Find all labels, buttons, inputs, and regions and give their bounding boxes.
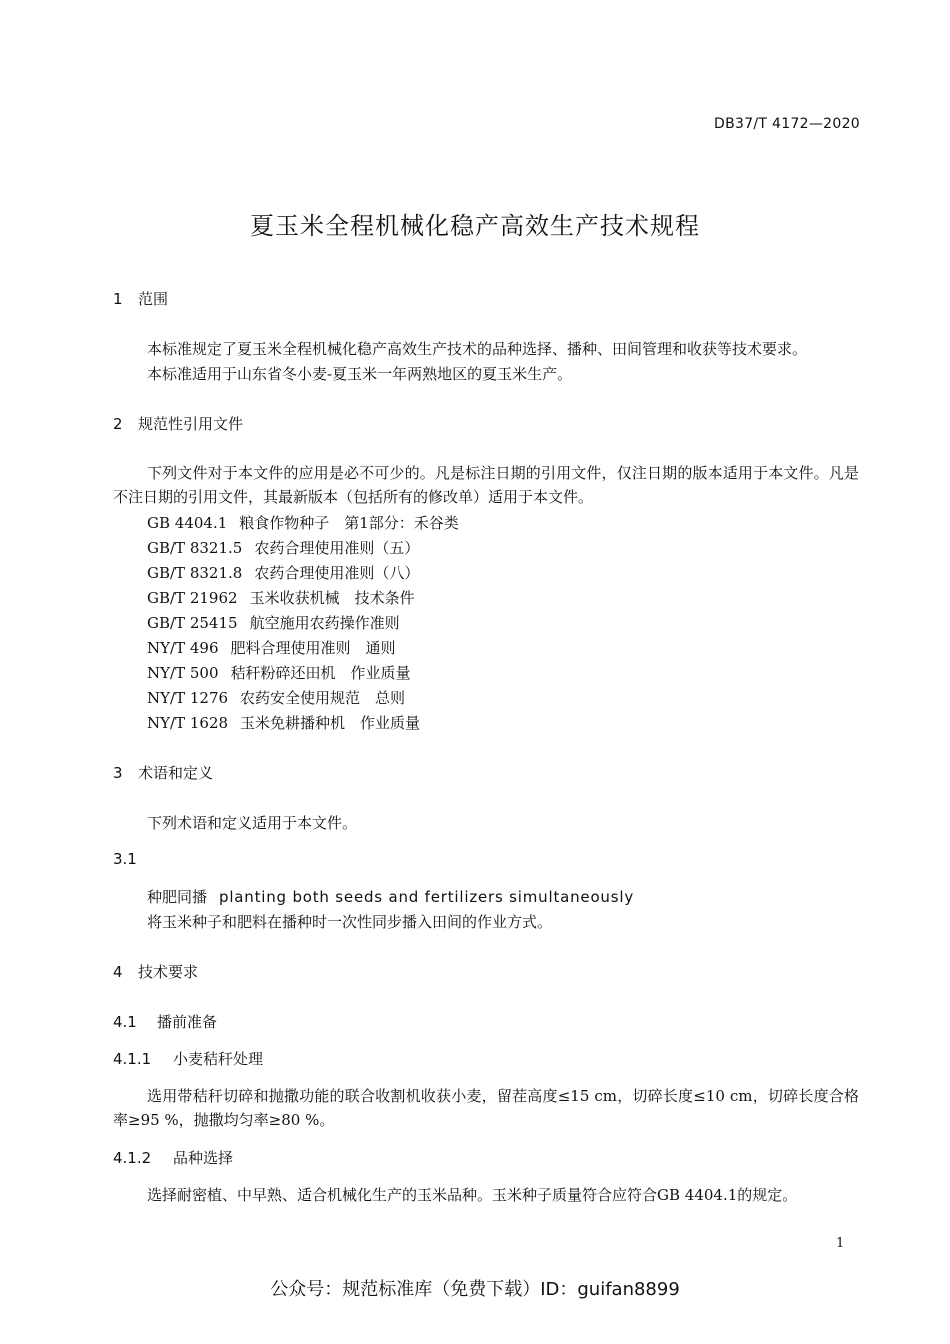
reference-code: GB/T 8321.8 — [147, 564, 243, 582]
section-4-heading — [113, 961, 198, 982]
subsection-number: 4.1 — [113, 1013, 137, 1031]
section-title: 规范性引用文件 — [138, 415, 244, 433]
page-title: 夏玉米全程机械化稳产高效生产技术规程 — [250, 212, 700, 240]
reference-code: GB/T 8321.5 — [147, 539, 243, 557]
reference-title: 玉米免耕播种机 作业质量 — [240, 714, 421, 732]
reference-title: 农药合理使用准则（八） — [254, 564, 420, 582]
reference-code: NY/T 496 — [147, 639, 219, 657]
reference-title: 肥料合理使用准则 通则 — [230, 639, 396, 657]
reference-code: GB/T 25415 — [147, 614, 238, 632]
reference-title: 农药合理使用准则（五） — [254, 539, 420, 557]
section-number: 4 — [113, 963, 123, 981]
subsection-title: 小麦秸秆处理 — [173, 1050, 264, 1068]
reference-code: NY/T 1276 — [147, 689, 229, 707]
section-number: 3 — [113, 764, 123, 782]
reference-title: 粮食作物种子 第1部分：禾谷类 — [239, 514, 459, 532]
footer-watermark: 公众号：规范标准库（免费下载）ID：guifan8899 — [270, 1279, 680, 1300]
straw-treatment-paragraph: 选用带秸秆切碎和抛撒功能的联合收割机收获小麦，留茬高度≤15 cm，切碎长度≤10 cm，切碎长度合格率≥95 %，抛撒均匀率≥80 %。 — [113, 1087, 859, 1129]
section-number: 1 — [113, 290, 123, 308]
reference-item — [147, 512, 459, 533]
scope-paragraph-2: 本标准适用于山东省冬小麦-夏玉米一年两熟地区的夏玉米生产。 — [147, 365, 573, 383]
section-number: 2 — [113, 415, 123, 433]
reference-item — [147, 662, 411, 683]
subsection-number: 4.1.1 — [113, 1050, 152, 1068]
reference-item — [147, 587, 415, 608]
subsection-4-1-heading — [113, 1011, 217, 1032]
scope-paragraph-1: 本标准规定了夏玉米全程机械化稳产高效生产技术的品种选择、播种、田间管理和收获等技术要求。 — [147, 340, 808, 358]
subsection-number: 4.1.2 — [113, 1149, 152, 1167]
reference-title: 秸秆粉碎还田机 作业质量 — [230, 664, 411, 682]
subsection-4-1-1-heading — [113, 1048, 263, 1069]
reference-title: 航空施用农药操作准则 — [249, 614, 400, 632]
section-2-heading — [113, 413, 243, 434]
term-number: 3.1 — [113, 850, 137, 868]
normative-references-intro: 下列文件对于本文件的应用是必不可少的。凡是标注日期的引用文件，仅注日期的版本适用于本文件。凡是不注日期的引用文件，其最新版本（包括所有的修改单）适用于本文件。 — [113, 464, 859, 506]
reference-code: GB/T 21962 — [147, 589, 238, 607]
reference-title: 农药安全使用规范 总则 — [240, 689, 406, 707]
reference-item — [147, 562, 419, 583]
term-heading — [147, 886, 634, 907]
term-chinese: 种肥同播 — [147, 888, 208, 906]
reference-item — [147, 612, 400, 633]
section-3-heading — [113, 762, 213, 783]
reference-title: 玉米收获机械 技术条件 — [249, 589, 415, 607]
variety-selection-paragraph: 选择耐密植、中早熟、适合机械化生产的玉米品种。玉米种子质量符合应符合GB 4404.1的规定。 — [147, 1186, 798, 1204]
reference-item — [147, 687, 405, 708]
reference-item — [147, 537, 419, 558]
page-number: 1 — [836, 1236, 845, 1251]
subsection-title: 品种选择 — [173, 1149, 234, 1167]
reference-item — [147, 637, 396, 658]
term-definition: 将玉米种子和肥料在播种时一次性同步播入田间的作业方式。 — [147, 913, 553, 931]
doc-number: DB37/T 4172—2020 — [714, 116, 860, 132]
reference-code: NY/T 500 — [147, 664, 219, 682]
reference-code: GB 4404.1 — [147, 514, 228, 532]
section-1-heading — [113, 288, 168, 309]
terms-intro: 下列术语和定义适用于本文件。 — [147, 814, 358, 832]
subsection-title: 播前准备 — [157, 1013, 218, 1031]
subsection-4-1-2-heading — [113, 1147, 233, 1168]
reference-item — [147, 712, 420, 733]
section-title: 范围 — [138, 290, 169, 308]
reference-code: NY/T 1628 — [147, 714, 229, 732]
term-english: planting both seeds and fertilizers simultaneously — [219, 888, 635, 906]
section-title: 术语和定义 — [138, 764, 214, 782]
section-title: 技术要求 — [138, 963, 199, 981]
